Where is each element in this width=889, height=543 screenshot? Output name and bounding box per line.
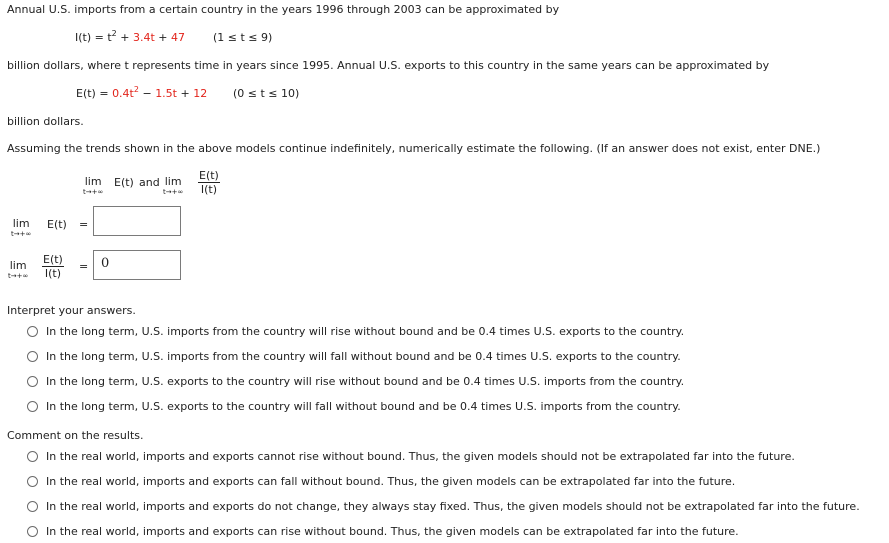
header-fraction-num: E(t) [199, 169, 219, 182]
q2-lim-word: lim [9, 259, 27, 272]
comment-option-1-radio[interactable] [27, 451, 38, 462]
header-lim-2-sub: t→+∞ [163, 188, 184, 196]
instruction-text: Assuming the trends shown in the above models continue indefinitely, numerically estimate the following. (If an answer does not exist, enter DNE.) [7, 142, 821, 155]
comment-option-2-label[interactable]: In the real world, imports and exports can fall without bound. Thus, the given models can be extrapolated far into the future. [46, 475, 736, 488]
q2-fraction [42, 253, 64, 280]
export-model-lhs: E(t) = [76, 87, 113, 100]
interpret-option-4-radio[interactable] [27, 401, 38, 412]
interpret-option-3-label[interactable]: In the long term, U.S. exports to the country will rise without bound and be 0.4 times U.S. imports from the country. [46, 375, 685, 388]
import-model-exponent: 2 [111, 29, 117, 38]
interpret-option-4-label[interactable]: In the long term, U.S. exports to the country will fall without bound and be 0.4 times U.S. imports from the country. [46, 400, 681, 413]
interpret-heading: Interpret your answers. [7, 304, 136, 317]
header-expr-1: E(t) [114, 176, 134, 189]
comment-option-4-label[interactable]: In the real world, imports and exports can rise without bound. Thus, the given models can be extrapolated far into the future. [46, 525, 739, 538]
comment-option-4-radio[interactable] [27, 526, 38, 537]
export-model-term3: 12 [193, 87, 208, 100]
interpret-option-3-radio[interactable] [27, 376, 38, 387]
export-model-term2: 1.5t [155, 87, 177, 100]
import-model-term2: 3.4t [132, 31, 155, 44]
header-lim-1 [83, 176, 103, 196]
header-lim-2-word: lim [164, 175, 182, 188]
interpret-option-1-radio[interactable] [27, 326, 38, 337]
export-model-domain: (0 ≤ t ≤ 10) [233, 87, 300, 100]
q2-answer-input[interactable] [93, 250, 181, 280]
export-model-minus: − [138, 87, 156, 100]
q2-answer-value: 0 [101, 256, 110, 271]
import-model-lhs: I(t) = t [75, 31, 112, 44]
interpret-option-2-radio[interactable] [27, 351, 38, 362]
model-description-text: billion dollars, where t represents time in years since 1995. Annual U.S. exports to this country in the same years can be approximated by [7, 59, 770, 72]
export-model-exponent: 2 [133, 85, 139, 94]
q1-lim [11, 218, 31, 238]
header-lim-1-word: lim [84, 175, 102, 188]
comment-heading: Comment on the results. [7, 429, 144, 442]
comment-option-3-radio[interactable] [27, 501, 38, 512]
header-lim-1-sub: t→+∞ [83, 188, 104, 196]
comment-option-1-label[interactable]: In the real world, imports and exports cannot rise without bound. Thus, the given models should not be extrapolated far into the future. [46, 450, 795, 463]
interpret-option-2-label[interactable]: In the long term, U.S. imports from the country will fall without bound and be 0.4 times U.S. exports to the country. [46, 350, 681, 363]
q1-equals: = [79, 218, 89, 231]
header-and: and [139, 176, 160, 189]
q2-fraction-num: E(t) [43, 253, 63, 266]
header-fraction [198, 169, 220, 196]
import-model-plus2: + [154, 31, 172, 44]
comment-option-3-label[interactable]: In the real world, imports and exports do not change, they always stay fixed. Thus, the given models should not be extrapolated far into the future. [46, 500, 860, 513]
header-lim-2 [163, 176, 183, 196]
comment-option-2-radio[interactable] [27, 476, 38, 487]
header-fraction-den: I(t) [200, 183, 217, 196]
q2-lim-sub: t→+∞ [8, 272, 29, 280]
interpret-option-1-label[interactable]: In the long term, U.S. imports from the country will rise without bound and be 0.4 times U.S. exports to the country. [46, 325, 685, 338]
billion-text: billion dollars. [7, 115, 84, 128]
export-model [76, 87, 207, 100]
q2-fraction-den: I(t) [44, 267, 61, 280]
q1-expr: E(t) [47, 218, 67, 231]
import-model-term3: 47 [171, 31, 186, 44]
intro-text: Annual U.S. imports from a certain country in the years 1996 through 2003 can be approximated by [7, 3, 560, 16]
q1-lim-word: lim [12, 217, 30, 230]
export-model-term1: 0.4t [112, 87, 134, 100]
import-model-domain: (1 ≤ t ≤ 9) [213, 31, 273, 44]
q1-answer-input[interactable] [93, 206, 181, 236]
import-model-plus1: + [116, 31, 133, 44]
q1-lim-sub: t→+∞ [11, 230, 32, 238]
import-model [75, 31, 185, 44]
export-model-plus: + [177, 87, 194, 100]
q2-lim [8, 260, 28, 280]
q2-equals: = [79, 260, 89, 273]
